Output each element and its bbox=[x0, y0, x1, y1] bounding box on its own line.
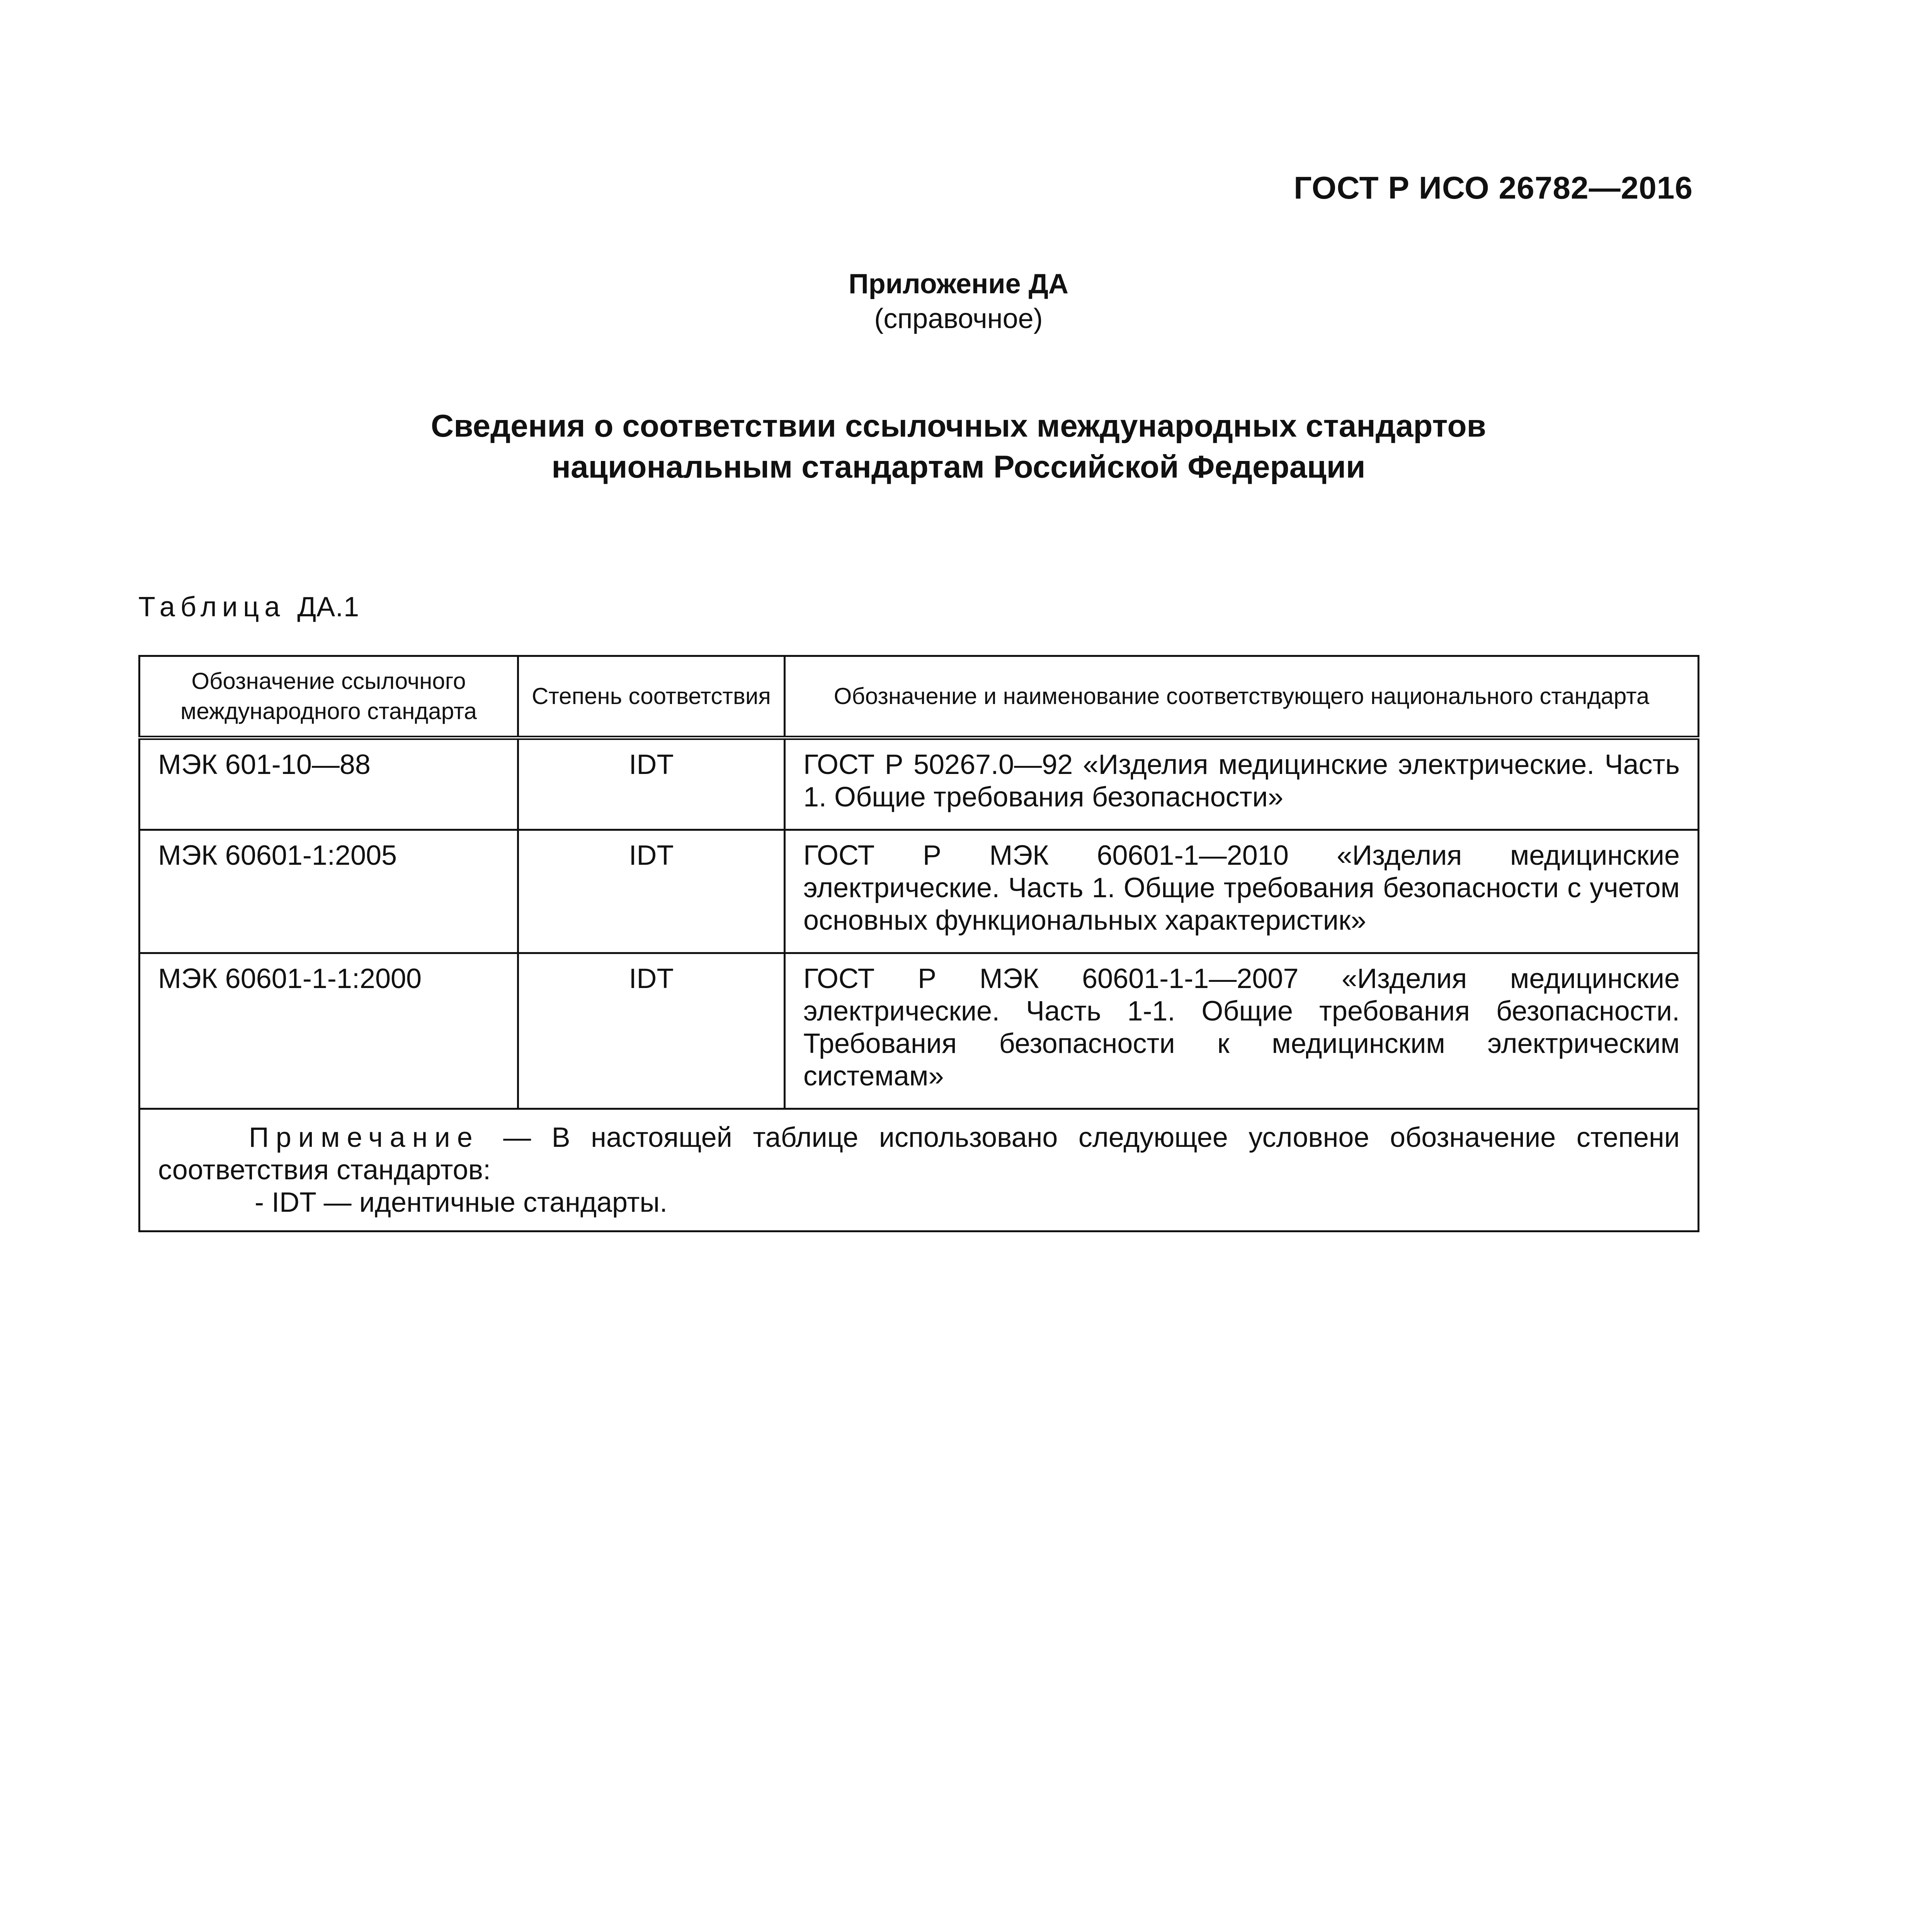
table-caption bbox=[138, 591, 359, 623]
document-title-line-2: национальным стандартам Российской Федерации bbox=[551, 449, 1366, 485]
table-note bbox=[139, 1109, 1699, 1231]
document-title bbox=[0, 406, 1917, 488]
cell-degree: IDT bbox=[518, 738, 785, 830]
table-caption-number: ДА.1 bbox=[297, 592, 360, 622]
note-text bbox=[158, 1121, 1680, 1186]
cell-degree: IDT bbox=[518, 953, 785, 1109]
note-list-item: - IDT — идентичные стандарты. bbox=[255, 1187, 668, 1218]
header-degree-of-conformity: Степень соответствия bbox=[518, 656, 785, 738]
cell-international-standard: МЭК 601-10—88 bbox=[139, 738, 518, 830]
conformity-table bbox=[138, 655, 1699, 1232]
cell-degree: IDT bbox=[518, 830, 785, 953]
appendix-type: (справочное) bbox=[874, 303, 1043, 334]
cell-international-standard: МЭК 60601-1-1:2000 bbox=[139, 953, 518, 1109]
table-caption-label: Таблица bbox=[138, 592, 286, 622]
document-title-line-1: Сведения о соответствии ссылочных международных стандартов bbox=[430, 408, 1487, 444]
cell-international-standard: МЭК 60601-1:2005 bbox=[139, 830, 518, 953]
header-international-standard: Обозначение ссылочного международного стандарта bbox=[139, 656, 518, 738]
cell-national-standard: ГОСТ Р МЭК 60601-1—2010 «Изделия медицинские электрические. Часть 1. Общие требования безопасности с учетом основных функциональных характеристик» bbox=[785, 830, 1699, 953]
table-row bbox=[139, 953, 1699, 1109]
table-row bbox=[139, 830, 1699, 953]
table-row bbox=[139, 738, 1699, 830]
note-label: Примечание bbox=[249, 1122, 480, 1153]
appendix-heading bbox=[0, 267, 1917, 336]
note-body: — В настоящей таблице использовано следующее условное обозначение степени соответствия стандартов: bbox=[158, 1122, 1680, 1185]
cell-national-standard: ГОСТ Р МЭК 60601-1-1—2007 «Изделия медицинские электрические. Часть 1-1. Общие требования безопасности. Требования безопасности к медицинским электрическим системам» bbox=[785, 953, 1699, 1109]
cell-national-standard: ГОСТ Р 50267.0—92 «Изделия медицинские электрические. Часть 1. Общие требования безопасности» bbox=[785, 738, 1699, 830]
header-national-standard: Обозначение и наименование соответствующего национального стандарта bbox=[785, 656, 1699, 738]
table-note-row bbox=[139, 1109, 1699, 1231]
table-header-row bbox=[139, 656, 1699, 738]
page-header-standard-id: ГОСТ Р ИСО 26782—2016 bbox=[1294, 170, 1693, 206]
appendix-title: Приложение ДА bbox=[848, 269, 1069, 299]
